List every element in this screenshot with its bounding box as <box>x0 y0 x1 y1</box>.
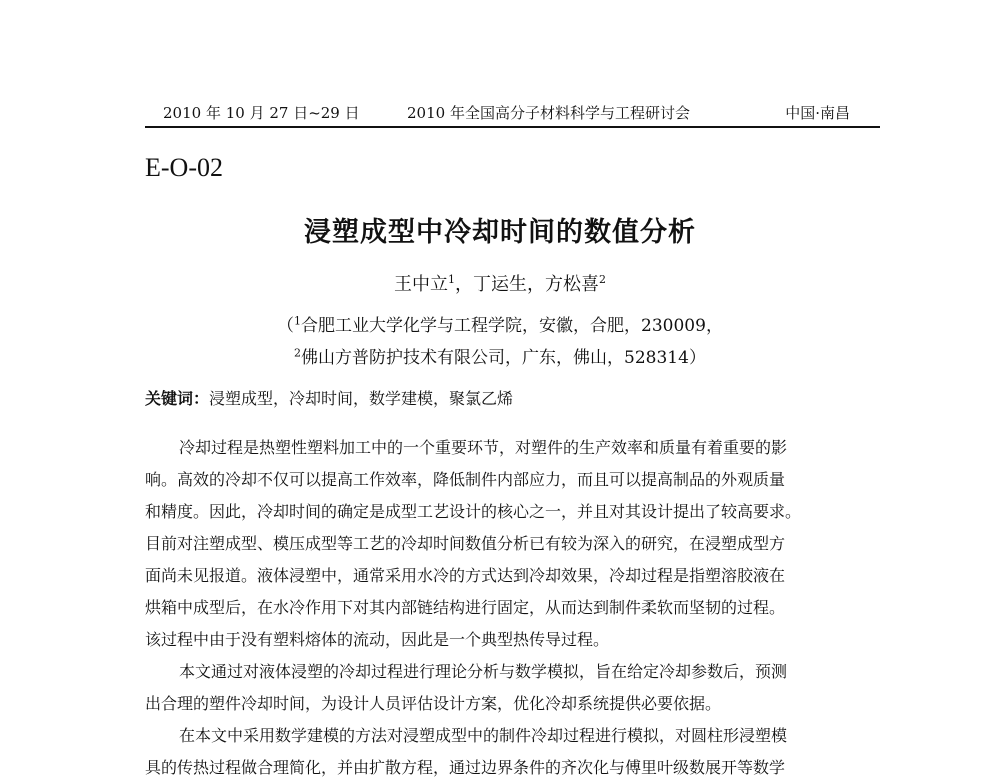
keywords-label: 关键词： <box>145 389 210 408</box>
body-line: 具的传热过程做合理简化，并由扩散方程，通过边界条件的齐次化与傅里叶级数展开等数学 <box>145 758 786 777</box>
paper-code: E-O-02 <box>145 153 223 182</box>
affiliation-mark: 1 <box>294 314 302 328</box>
body-line: 烘箱中成型后，在水冷作用下对其内部链结构进行固定，从而达到制件柔软而坚韧的过程。 <box>145 598 786 617</box>
body-text <box>145 432 885 784</box>
affiliation-1 <box>0 313 1000 339</box>
author-name: 方松喜 <box>545 274 599 295</box>
body-line: 在本文中采用数学建模的方法对浸塑成型中的制件冷却过程进行模拟，对圆柱形浸塑模 <box>179 726 788 745</box>
affiliation-text: 佛山方普防护技术有限公司，广东，佛山，528314） <box>301 348 706 368</box>
body-line: 目前对注塑成型、模压成型等工艺的冷却时间数值分析已有较为深入的研究，在浸塑成型方 <box>145 534 786 553</box>
header-conference: 2010 年全国高分子材料科学与工程研讨会 <box>407 104 690 122</box>
affiliation-mark: 2 <box>599 273 606 286</box>
body-line: 冷却过程是热塑性塑料加工中的一个重要环节，对塑件的生产效率和质量有着重要的影 <box>179 438 788 457</box>
body-line: 出合理的塑件冷却时间，为设计人员评估设计方案，优化冷却系统提供必要依据。 <box>145 694 722 713</box>
affiliation-text: 合肥工业大学化学与工程学院，安徽，合肥，230009， <box>301 316 723 336</box>
running-header <box>145 100 880 128</box>
header-location: 中国·南昌 <box>785 104 850 122</box>
body-line: 该过程中由于没有塑料熔体的流动，因此是一个典型热传导过程。 <box>145 630 610 649</box>
body-line: 响。高效的冷却不仅可以提高工作效率，降低制件内部应力，而且可以提高制品的外观质量 <box>145 470 786 489</box>
body-line: 本文通过对液体浸塑的冷却过程进行理论分析与数学模拟，旨在给定冷却参数后，预测 <box>179 662 788 681</box>
keywords <box>145 387 885 411</box>
body-line: 和精度。因此，冷却时间的确定是成型工艺设计的核心之一，并且对其设计提出了较高要求。 <box>145 502 802 521</box>
paper-title: 浸塑成型中冷却时间的数值分析 <box>304 217 696 248</box>
author-list <box>0 272 1000 298</box>
body-line: 面尚未见报道。液体浸塑中，通常采用水冷的方式达到冷却效果，冷却过程是指塑溶胶液在 <box>145 566 786 585</box>
author-name: 王中立 <box>394 274 448 295</box>
author-separator: ，丁运生， <box>455 274 545 295</box>
affiliation-mark: 1 <box>448 273 455 286</box>
header-date: 2010 年 10 月 27 日~29 日 <box>163 104 360 122</box>
affiliation-2 <box>0 345 1000 371</box>
affiliation-open-paren: （ <box>277 316 295 336</box>
keywords-text: 浸塑成型，冷却时间，数学建模，聚氯乙烯 <box>209 389 514 408</box>
affiliation-mark: 2 <box>294 346 302 360</box>
